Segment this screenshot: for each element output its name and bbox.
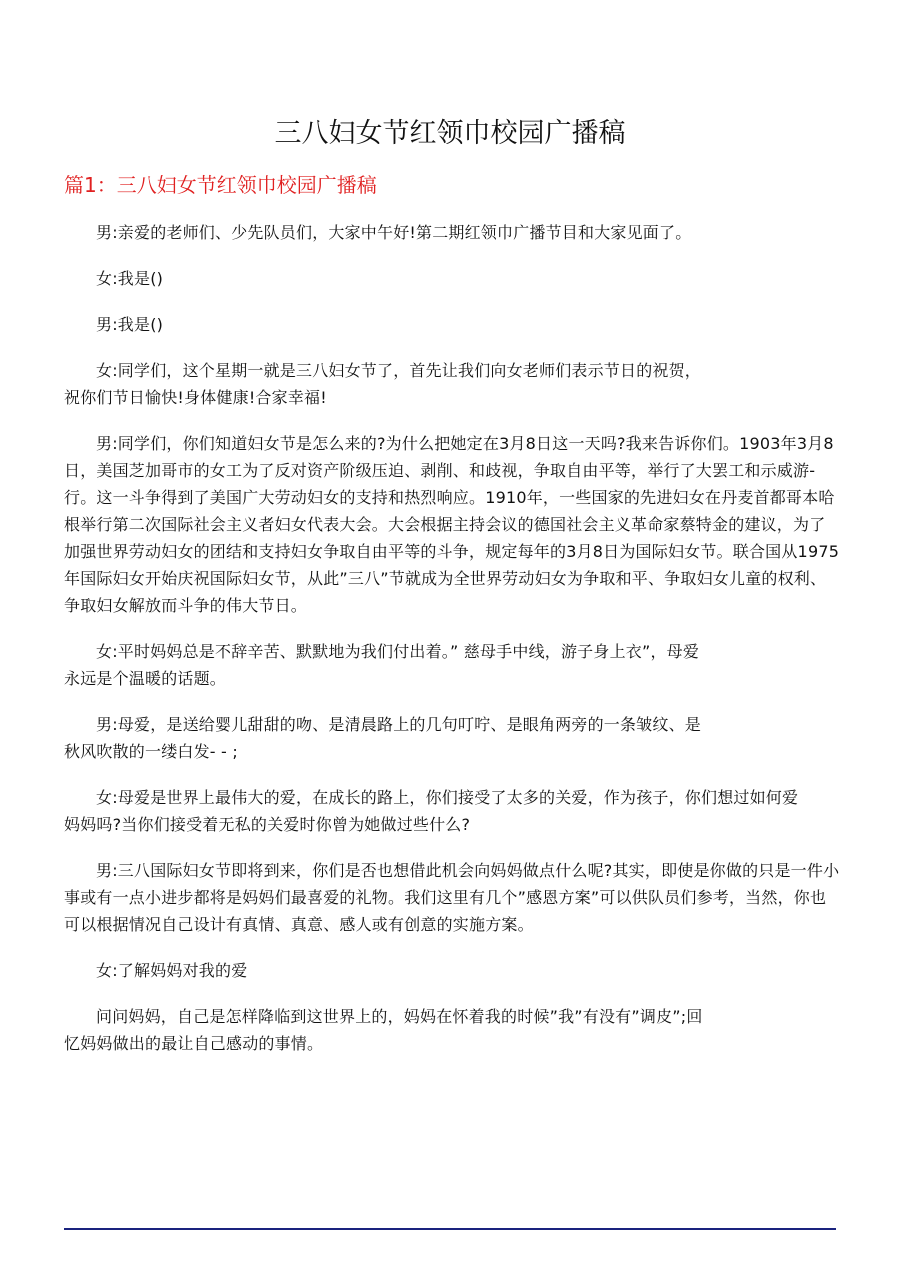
paragraph-2: 女:我是() [96, 269, 164, 288]
footer-divider [64, 1228, 836, 1230]
paragraph-5: 男:同学们，你们知道妇女节是怎么来的?为什么把她定在3月8日这一天吗?我来告诉你们。1903年3月8日，美国芝加哥市的女工为了反对资产阶级压迫、剥削、和歧视，争取自由平等，举行了大罢工和示威游-行。这一斗争得到了美国广大劳动妇女的支持和热烈响应。1910年，一些国家的先进妇女在丹麦首都哥本哈根举行第二次国际社会主义者妇女代表大会。大会根据主持会议的德国社会主义革命家蔡特金的建议，为了加强世界劳动妇女的团结和支持妇女争取自由平等的斗争，规定每年的3月8日为国际妇女节。联合国从1975年国际妇女开始庆祝国际妇女节，从此”三八”节就成为全世界劳动妇女为争取和平、争取妇女儿童的权利、争取妇女解放而斗争的伟大节日。 [64, 434, 840, 615]
paragraph-1: 男:亲爱的老师们、少先队员们，大家中午好!第二期红领巾广播节目和大家见面了。 [96, 223, 692, 242]
paragraph-8: 女:母爱是世界上最伟大的爱，在成长的路上，你们接受了太多的关爱，作为孩子，你们想过如何爱妈妈吗?当你们接受着无私的关爱时你曾为她做过些什么? [64, 788, 799, 834]
document-body [64, 219, 840, 1076]
section-heading: 篇1：三八妇女节红领巾校园广播稿 [64, 173, 377, 197]
paragraph-10: 女:了解妈妈对我的爱 [96, 961, 248, 980]
paragraph-4: 女:同学们，这个星期一就是三八妇女节了，首先让我们向女老师们表示节日的祝贺，祝你们节日愉快!身体健康!合家幸福! [64, 361, 701, 407]
paragraph-11: 问问妈妈，自己是怎样降临到这世界上的，妈妈在怀着我的时候”我”有没有”调皮”;回忆妈妈做出的最让自己感动的事情。 [64, 1007, 703, 1053]
document-title: 三八妇女节红领巾校园广播稿 [274, 118, 626, 149]
paragraph-9: 男:三八国际妇女节即将到来，你们是否也想借此机会向妈妈做点什么呢?其实，即使是你做的只是一件小事或有一点小进步都将是妈妈们最喜爱的礼物。我们这里有几个”感恩方案”可以供队员们参考，当然，你也可以根据情况自己设计有真情、真意、感人或有创意的实施方案。 [64, 861, 840, 934]
paragraph-3: 男:我是() [96, 315, 164, 334]
paragraph-6: 女:平时妈妈总是不辞辛苦、默默地为我们付出着。” 慈母手中线，游子身上衣”，母爱永远是个温暖的话题。 [64, 642, 700, 688]
paragraph-7: 男:母爱，是送给婴儿甜甜的吻、是清晨路上的几句叮咛、是眼角两旁的一条皱纹、是秋风吹散的一缕白发- - ; [64, 715, 701, 761]
